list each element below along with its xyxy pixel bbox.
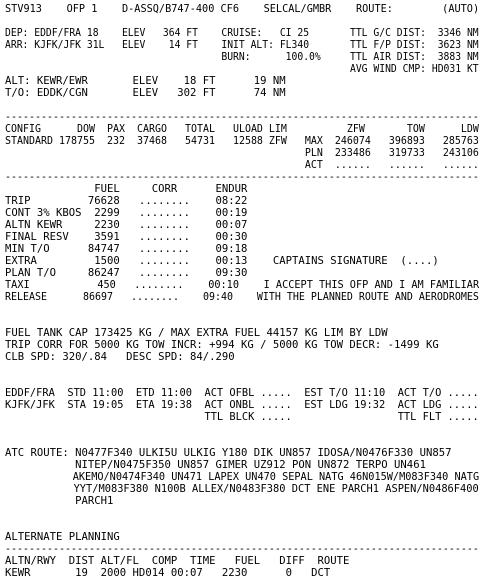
separator-line: ------------------------------------------------------------------------------- <box>5 111 479 123</box>
ofp-line: YYT/M083F380 N100B ALLEX/N0483F380 DCT ENE PARCH1 ASPEN/N0486F400 <box>5 483 479 495</box>
ofp-line: FUEL TANK CAP 173425 KG / MAX EXTRA FUEL 44157 KG LIM BY LDW <box>5 327 388 339</box>
ofp-line: MIN T/O 84747 ........ 09:18 <box>5 243 248 255</box>
ofp-line: DEP: EDDF/FRA 18 ELEV 364 FT CRUISE: CI 25 TTL G/C DIST: 3346 NM <box>5 27 479 39</box>
ofp-line: ALTN/RWY DIST ALT/FL COMP TIME FUEL DIFF ROUTE <box>5 555 350 567</box>
ofp-line: RELEASE 86697 ........ 09:40 WITH THE PLANNED ROUTE AND AERODROMES <box>5 291 479 303</box>
ofp-line: PLAN T/O 86247 ........ 09:30 <box>5 267 248 279</box>
ofp-line: CLB SPD: 320/.84 DESC SPD: 84/.290 <box>5 351 235 363</box>
ofp-line: ATC ROUTE: N0477F340 ULKI5U ULKIG Y180 DIK UN857 IDOSA/N0476F330 UN857 <box>5 447 452 459</box>
ofp-line: ARR: KJFK/JFK 31L ELEV 14 FT INIT ALT: FL340 TTL F/P DIST: 3623 NM <box>5 39 479 51</box>
ofp-line: TRIP CORR FOR 5000 KG TOW INCR: +994 KG / 5000 KG TOW DECR: -1499 KG <box>5 339 439 351</box>
ofp-line: T/O: EDDK/CGN ELEV 302 FT 74 NM <box>5 87 286 99</box>
ofp-line: ALTN KEWR 2230 ........ 00:07 <box>5 219 248 231</box>
ofp-line: EXTRA 1500 ........ 00:13 CAPTAINS SIGNATURE (....) <box>5 255 439 267</box>
ofp-line: TTL BLCK ..... TTL FLT ..... <box>5 411 479 423</box>
ofp-line: CONT 3% KBOS 2299 ........ 00:19 <box>5 207 248 219</box>
separator-line: ------------------------------------------------------------------------------- <box>5 543 479 555</box>
ofp-line: ACT ...... ...... ...... <box>5 159 479 171</box>
ofp-line: ALTERNATE PLANNING <box>5 531 120 543</box>
ofp-line: KJFK/JFK STA 19:05 ETA 19:38 ACT ONBL ..... EST LDG 19:32 ACT LDG ..... <box>5 399 479 411</box>
ofp-line: STANDARD 178755 232 37468 54731 12588 ZFW MAX 246074 396893 285763 <box>5 135 479 147</box>
ofp-line: FUEL CORR ENDUR <box>5 183 248 195</box>
ofp-line: EDDF/FRA STD 11:00 ETD 11:00 ACT OFBL ..... EST T/O 11:10 ACT T/O ..... <box>5 387 479 399</box>
ofp-line: PLN 233486 319733 243106 <box>5 147 479 159</box>
ofp-line: ALT: KEWR/EWR ELEV 18 FT 19 NM <box>5 75 286 87</box>
ofp-line: PARCH1 <box>5 495 114 507</box>
ofp-line: AKEMO/N0474F340 UN471 LAPEX UN470 SEPAL NATG 46N015W/M083F340 NATG <box>5 471 480 483</box>
ofp-line: TRIP 76628 ........ 08:22 <box>5 195 248 207</box>
ofp-line: CONFIG DOW PAX CARGO TOTAL ULOAD LIM ZFW TOW LDW <box>5 123 479 135</box>
ofp-line: STV913 OFP 1 D-ASSQ/B747-400 CF6 SELCAL/GMBR ROUTE: (AUTO) <box>5 3 480 15</box>
ofp-line: AVG WIND CMP: HD031 KT <box>5 63 479 75</box>
ofp-line: FINAL RESV 3591 ........ 00:30 <box>5 231 248 243</box>
ofp-line: NITEP/N0475F350 UN857 GIMER UZ912 PON UN872 TERPO UN461 <box>5 459 426 471</box>
ofp-line: BURN: 100.0% TTL AIR DIST: 3883 NM <box>5 51 479 63</box>
ofp-line: KEWR 19 2000 HD014 00:07 2230 0 DCT <box>5 567 331 579</box>
separator-line: ------------------------------------------------------------------------------- <box>5 171 479 183</box>
ofp-line: TAXI 450 ........ 00:10 I ACCEPT THIS OFP AND I AM FAMILIAR <box>5 279 480 291</box>
